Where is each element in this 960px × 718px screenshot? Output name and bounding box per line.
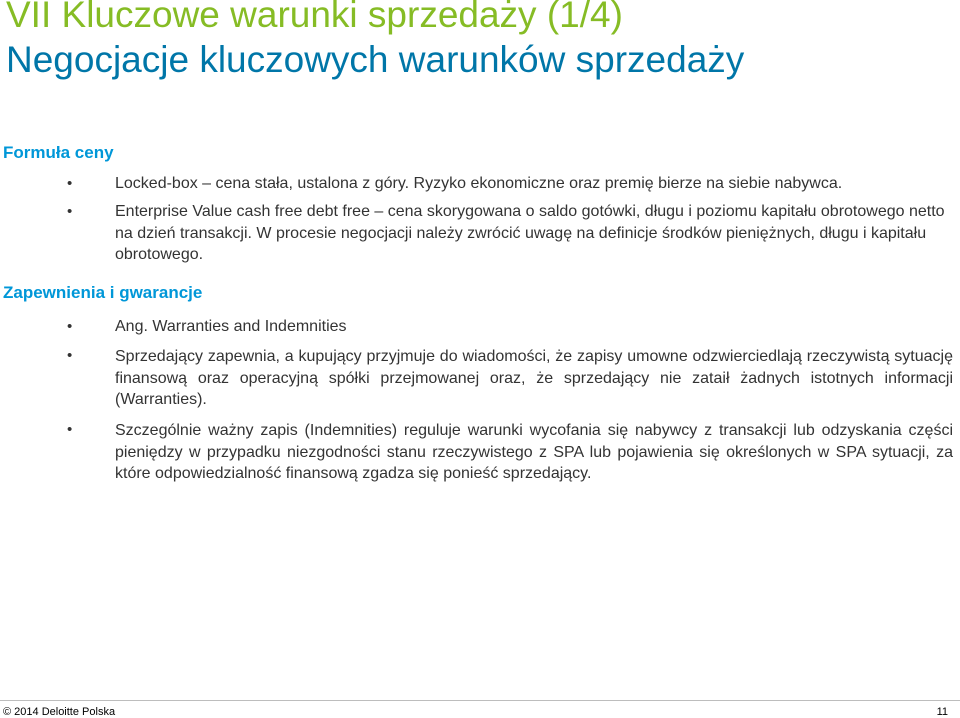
bullet-icon: •	[67, 347, 73, 364]
section-heading-price-formula: Formuła ceny	[3, 143, 114, 162]
page-title-line-2: Negocjacje kluczowych warunków sprzedaży	[6, 39, 745, 80]
bullet-icon: •	[67, 175, 73, 192]
footer-divider	[0, 700, 960, 701]
page-number: 11	[936, 706, 948, 718]
page-title-line-1: VII Kluczowe warunki sprzedaży (1/4)	[6, 0, 623, 35]
list-item-indemnities: Szczególnie ważny zapis (Indemnities) reguluje warunki wycofania się nabywcy z transakcji lub odzyskania części pieniędzy w przypadku niezgodności stanu rzeczywistego z SPA lub pojawienia się określonych w SPA sytuacji, za które odpowiedzialność finansową zgadza się ponieść sprzedający.	[115, 422, 953, 482]
list-item-warranties: Sprzedający zapewnia, a kupujący przyjmuje do wiadomości, że zapisy umowne odzwierciedlają rzeczywistą sytuację finansową oraz operacyjną spółki przejmowanej oraz, że sprzedający nie zataił żadnych istotnych informacji (Warranties).	[115, 348, 953, 408]
bullet-icon: •	[67, 421, 73, 438]
section-heading-warranties: Zapewnienia i gwarancje	[3, 283, 203, 302]
footer-copyright: © 2014 Deloitte Polska	[3, 706, 116, 718]
list-item-enterprise-value: Enterprise Value cash free debt free – cena skorygowana o saldo gotówki, długu i poziomu kapitału obrotowego netto na dzień transakcji. W procesie negocjacji należy zwrócić uwagę na definicje środków pieniężnych, długu i kapitału obrotowego.	[115, 203, 945, 263]
bullet-icon: •	[67, 203, 73, 220]
list-item-locked-box: Locked-box – cena stała, ustalona z góry. Ryzyko ekonomiczne oraz premię bierze na siebie nabywca.	[115, 175, 843, 192]
bullet-icon: •	[67, 318, 73, 335]
list-item-warranties-english: Ang. Warranties and Indemnities	[115, 318, 347, 335]
